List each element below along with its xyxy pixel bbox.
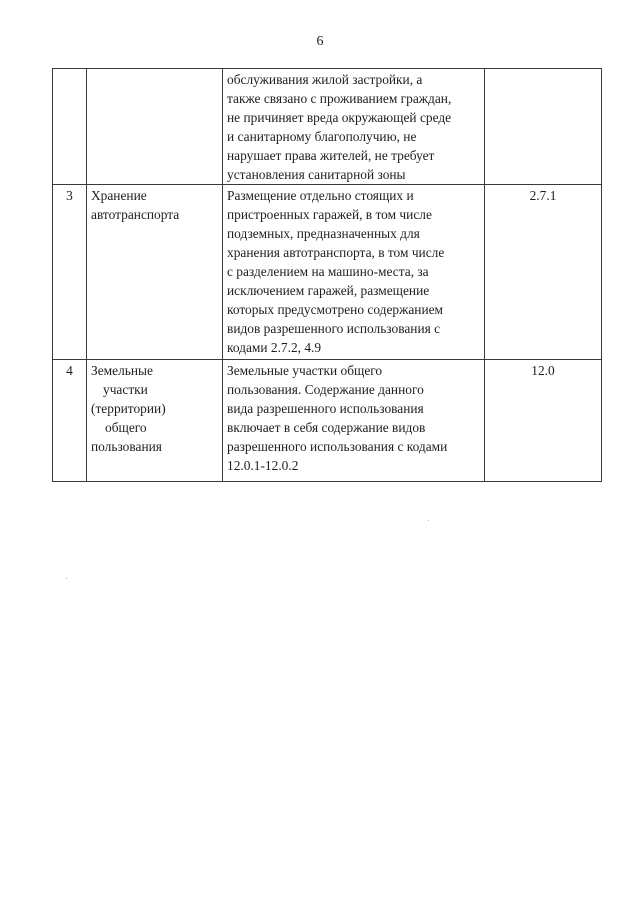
description-line: нарушает права жителей, не требует <box>227 148 435 163</box>
use-name-line: (территории) <box>91 401 166 416</box>
description-line: подземных, предназначенных для <box>227 226 420 241</box>
use-name-cell <box>87 360 223 482</box>
use-description-cell <box>223 69 485 185</box>
use-name-cell <box>87 185 223 360</box>
description-line: включает в себя содержание видов <box>227 420 426 435</box>
description-line: с разделением на машино-места, за <box>227 264 429 279</box>
description-line: 12.0.1-12.0.2 <box>227 458 299 473</box>
use-name-line: автотранспорта <box>91 207 180 222</box>
use-name-line: общего <box>105 420 147 435</box>
description-line: видов разрешенного использования с <box>227 321 441 336</box>
use-code-cell: 2.7.1 <box>485 185 602 360</box>
description-line: и санитарному благополучию, не <box>227 129 417 144</box>
description-line: установления санитарной зоны <box>227 167 406 182</box>
table-row-continued <box>53 69 602 185</box>
description-line: исключением гаражей, размещение <box>227 283 430 298</box>
use-description-cell <box>223 185 485 360</box>
use-name-line: Земельные <box>91 363 153 378</box>
use-name-line: участки <box>103 382 148 397</box>
description-line: не причиняет вреда окружающей среде <box>227 110 452 125</box>
table-row-vehicle-storage <box>53 185 602 360</box>
scan-speck <box>428 520 429 521</box>
use-code-cell: 12.0 <box>485 360 602 482</box>
description-line: кодами 2.7.2, 4.9 <box>227 340 322 355</box>
row-number-cell <box>53 69 87 185</box>
description-line: обслуживания жилой застройки, а <box>227 72 423 87</box>
description-line: которых предусмотрено содержанием <box>227 302 444 317</box>
scan-speck <box>66 578 67 579</box>
description-line: пристроенных гаражей, в том числе <box>227 207 432 222</box>
description-line: Земельные участки общего <box>227 363 383 378</box>
use-name-line: Хранение <box>91 188 147 203</box>
row-number-cell: 4 <box>53 360 87 482</box>
use-name-cell <box>87 69 223 185</box>
page-number: 6 <box>316 34 324 49</box>
description-line: хранения автотранспорта, в том числе <box>227 245 445 260</box>
table-row-public-land <box>53 360 602 482</box>
land-use-table <box>52 68 602 482</box>
description-line: пользования. Содержание данного <box>227 382 424 397</box>
description-line: разрешенного использования с кодами <box>227 439 448 454</box>
use-code-cell <box>485 69 602 185</box>
description-line: вида разрешенного использования <box>227 401 424 416</box>
description-line: также связано с проживанием граждан, <box>227 91 452 106</box>
description-line: Размещение отдельно стоящих и <box>227 188 414 203</box>
use-name-line: пользования <box>91 439 162 454</box>
use-description-cell <box>223 360 485 482</box>
row-number-cell: 3 <box>53 185 87 360</box>
